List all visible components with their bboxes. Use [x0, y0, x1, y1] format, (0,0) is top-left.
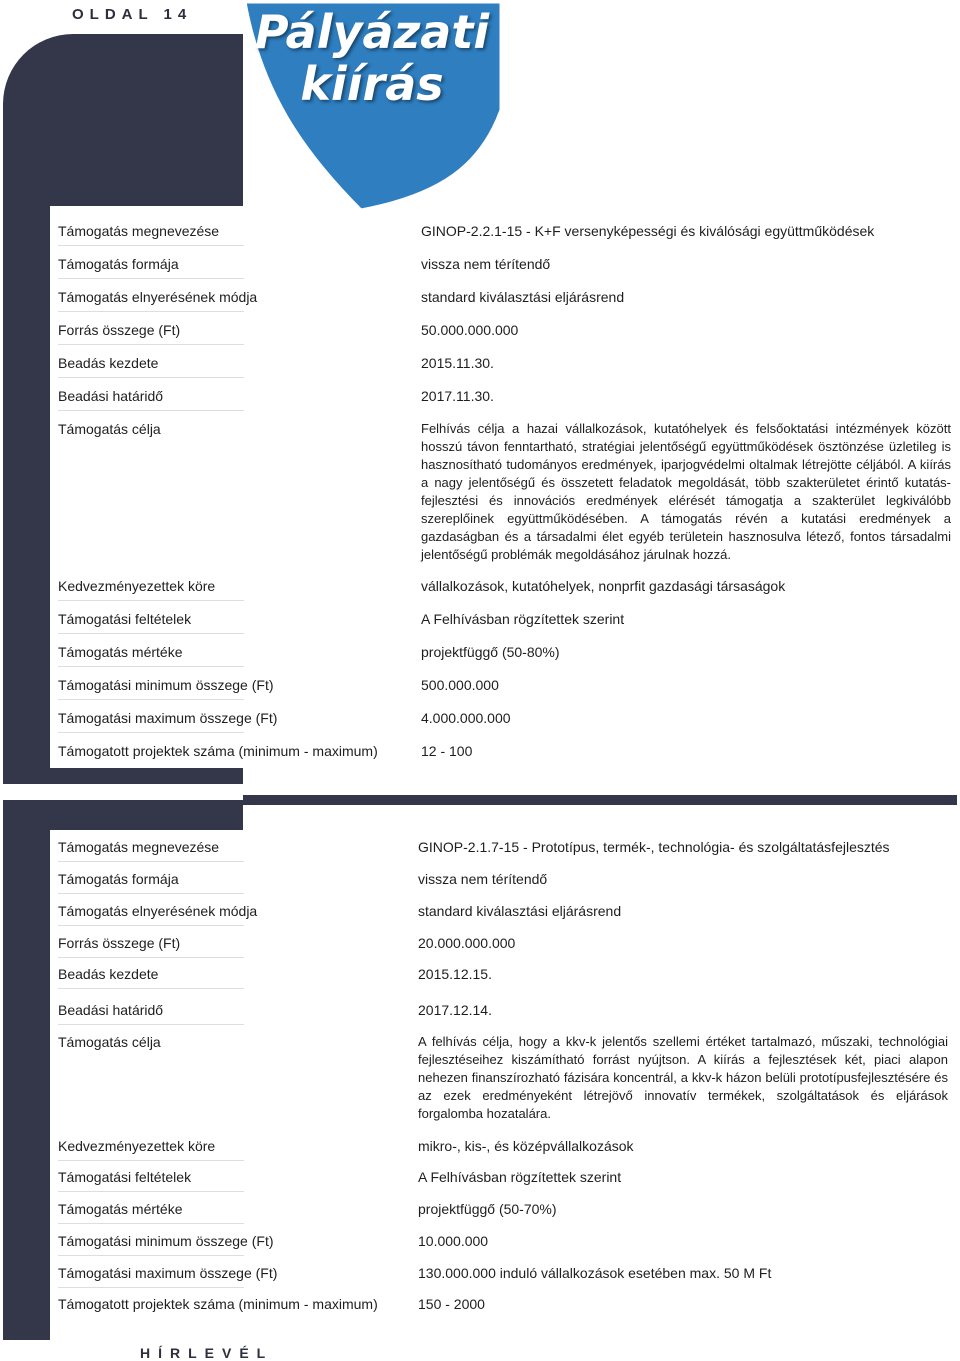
row-label: Támogatás elnyerésének módja: [58, 289, 258, 305]
row-label: Támogatás megnevezése: [58, 223, 220, 239]
row-value: 2015.12.15.: [418, 966, 492, 982]
row-value: 130.000.000 induló vállalkozások esetében max. 50 M Ft: [418, 1265, 772, 1281]
row-divider: [58, 377, 244, 378]
row-label: Támogatás mértéke: [58, 1201, 183, 1217]
row-divider: [58, 1160, 244, 1161]
row-label: Támogatás formája: [58, 256, 179, 272]
title-line-1: Pályázati: [254, 5, 490, 59]
row-divider: [58, 245, 244, 246]
row-value: GINOP-2.1.7-15 - Prototípus, termék-, technológia- és szolgáltatásfejlesztés: [418, 839, 890, 855]
row-divider: [58, 600, 244, 601]
row-value: 50.000.000.000: [421, 322, 519, 338]
row-label: Beadás kezdete: [58, 966, 159, 982]
row-label: Támogatási maximum összege (Ft): [58, 1265, 278, 1281]
row-label: Támogatási feltételek: [58, 1169, 192, 1185]
page-title: [241, 6, 503, 110]
row-label: Támogatott projektek száma (minimum - maximum): [58, 743, 378, 759]
row-divider: [58, 633, 244, 634]
row-value: 20.000.000.000: [418, 935, 516, 951]
row-label: Beadás kezdete: [58, 355, 159, 371]
row-label: Beadási határidő: [58, 1002, 164, 1018]
row-label: Támogatási minimum összege (Ft): [58, 677, 274, 693]
row-value: standard kiválasztási eljárásrend: [418, 903, 622, 919]
row-divider: [58, 732, 244, 733]
row-value: GINOP-2.2.1-15 - K+F versenyképességi és kiválósági együttműködések: [421, 223, 875, 239]
footer-newsletter-label: HÍRLEVÉL: [140, 1345, 274, 1361]
title-line-2: kiírás: [300, 57, 444, 111]
row-divider: [58, 699, 244, 700]
row-value: 4.000.000.000: [421, 710, 511, 726]
row-label: Támogatás elnyerésének módja: [58, 903, 258, 919]
row-label: Forrás összege (Ft): [58, 322, 181, 338]
row-divider: [58, 925, 244, 926]
row-label: Támogatás mértéke: [58, 644, 183, 660]
row-label: Támogatás célja: [58, 1034, 161, 1050]
row-divider: [58, 666, 244, 667]
row-divider: [58, 1223, 244, 1224]
row-value: A felhívás célja, hogy a kkv-k jelentős szellemi értéket tartalmazó, műszaki, technológiai fejlesztéseihez kiszámítható forrást nyújtson. A kiírás a fejlesztések két, piaci alapon nehezen finanszírozható fázisára koncentrál, a kkv-k házon belüli prototípusfejlesztésére és az ezek eredményeként létrejövő innovatív termékek, szolgáltatások és eljárások forgalomba hozatalára.: [418, 1034, 948, 1121]
row-value: 2015.11.30.: [421, 355, 494, 371]
row-value: projektfüggő (50-70%): [418, 1201, 557, 1217]
row-value: vissza nem térítendő: [421, 256, 551, 272]
page-number: OLDAL 14: [72, 6, 193, 23]
row-divider: [58, 893, 244, 894]
row-label: Támogatott projektek száma (minimum - maximum): [58, 1296, 378, 1312]
row-divider: [58, 1024, 244, 1025]
row-divider: [58, 344, 244, 345]
row-label: Kedvezményezettek köre: [58, 1138, 216, 1154]
row-value: 10.000.000: [418, 1233, 489, 1249]
row-label: Támogatás célja: [58, 421, 161, 437]
row-value: 2017.12.14.: [418, 1002, 492, 1018]
row-divider: [58, 1255, 244, 1256]
section-separator-band: [243, 795, 957, 805]
row-divider: [58, 278, 244, 279]
row-value: 12 - 100: [421, 743, 473, 759]
row-value: 500.000.000: [421, 677, 499, 693]
row-value: mikro-, kis-, és középvállalkozások: [418, 1138, 634, 1154]
row-label: Támogatási minimum összege (Ft): [58, 1233, 274, 1249]
row-divider: [58, 861, 244, 862]
row-divider: [58, 957, 244, 958]
row-value: Felhívás célja a hazai vállalkozások, kutatóhelyek és felsőoktatási intézmények között hosszú távon fenntartható, stratégiai jelentőségű együttműködések ösztönzése üzletileg is hasznosítható tudományos eredmények, iparjogvédelmi oltalmak létrejötte céljából. A kiírás a nagy jelentőségű és összetett feladatok megoldását, több szakterületet érintő kutatás-fejlesztési és innovációs eredmények elérését támogatja a szakterület legkiválóbb szereplőinek együttműködésében. A támogatás révén a kutatási eredmények a gazdaságban és a társadalmi élet egyéb területein hasznosulva létező, fontos társadalmi jelentőségű problémák megoldásához járulnak hozzá.: [421, 421, 951, 562]
row-value: vállalkozások, kutatóhelyek, nonprfit gazdasági társaságok: [421, 578, 786, 594]
row-value: vissza nem térítendő: [418, 871, 548, 887]
row-value: 150 - 2000: [418, 1296, 485, 1312]
row-divider: [58, 1191, 244, 1192]
row-value: 2017.11.30.: [421, 388, 494, 404]
row-value: A Felhívásban rögzítettek szerint: [418, 1169, 622, 1185]
row-label: Támogatási feltételek: [58, 611, 192, 627]
row-label: Támogatás megnevezése: [58, 839, 220, 855]
row-divider: [58, 410, 244, 411]
row-value: projektfüggő (50-80%): [421, 644, 560, 660]
row-label: Támogatás formája: [58, 871, 179, 887]
row-value: A Felhívásban rögzítettek szerint: [421, 611, 625, 627]
row-label: Forrás összege (Ft): [58, 935, 181, 951]
row-label: Beadási határidő: [58, 388, 164, 404]
row-value: standard kiválasztási eljárásrend: [421, 289, 625, 305]
row-divider: [58, 1287, 244, 1288]
row-label: Kedvezményezettek köre: [58, 578, 216, 594]
row-label: Támogatási maximum összege (Ft): [58, 710, 278, 726]
row-divider: [58, 311, 244, 312]
row-divider: [58, 988, 244, 989]
